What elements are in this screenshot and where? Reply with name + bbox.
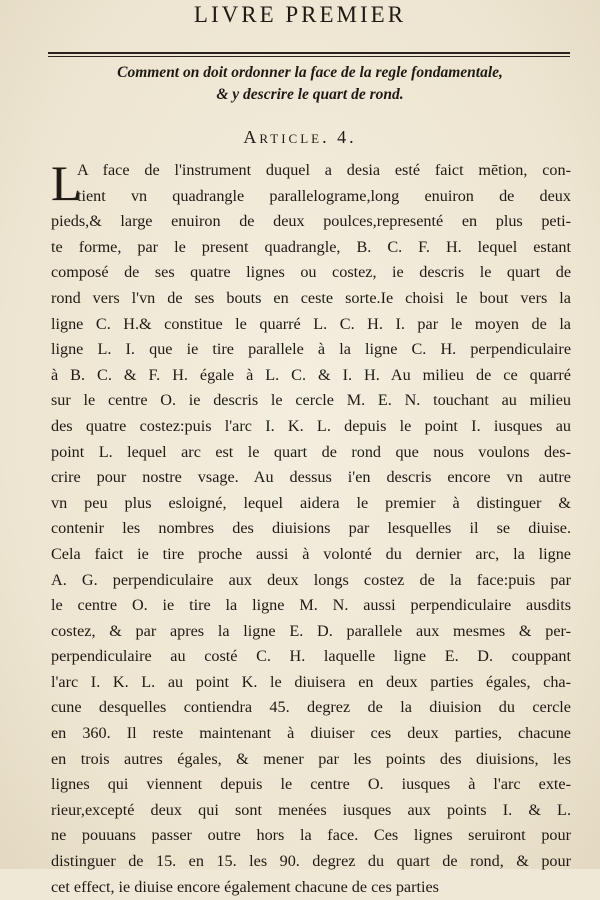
text-line: vn peu plus esloigné, lequel aidera le premier à distinguer & xyxy=(51,493,571,512)
body-paragraph xyxy=(51,155,571,900)
text-line: te forme, par le present quadrangle, B. C. F. H. lequel estant xyxy=(51,237,571,256)
drop-cap: L xyxy=(51,155,82,211)
text-line: lignes qui viennent depuis le centre O. iusques à l'arc exte- xyxy=(51,775,571,794)
text-line: pieds,& large enuiron de deux poulces,representé en plus peti- xyxy=(51,212,571,231)
header-rule-thick xyxy=(48,52,570,54)
text-line: crire pour nostre vsage. Au dessus i'en descris encore vn autre xyxy=(51,468,571,487)
header-rule-thin xyxy=(48,56,570,57)
text-line: tient vn quadrangle parallelograme,long enuiron de deux xyxy=(77,186,571,205)
text-line: composé de ses quatre lignes ou costez, ie descris le quart de xyxy=(51,263,571,282)
text-line: rond vers l'vn de ses bouts en ceste sorte.Ie choisi le bout vers la xyxy=(51,288,571,307)
text-line: à B. C. & F. H. égale à L. C. & I. H. Au milieu de ce quarré xyxy=(51,365,571,384)
text-line: ne pouuans passer outre hors la face. Ces lignes seruiront pour xyxy=(51,826,571,845)
text-line: Cela faict ie tire proche aussi à volonté du dernier arc, la ligne xyxy=(51,544,571,563)
text-line: en 360. Il reste maintenant à diuiser ces deux parties, chacune xyxy=(51,724,571,743)
text-line: point L. lequel arc est le quart de rond que nous voulons des- xyxy=(51,442,571,461)
article-heading: Article. 4. xyxy=(243,127,357,147)
text-line: perpendiculaire au costé C. H. laquelle ligne E. D. couppant xyxy=(51,647,571,666)
text-line: costez, & par apres la ligne E. D. parallele aux mesmes & per- xyxy=(51,621,571,640)
text-line: cune desquelles contiendra 45. degrez de la diuision du cercle xyxy=(51,698,571,717)
text-line: des quatre costez:puis l'arc I. K. L. depuis le point I. iusques au xyxy=(51,416,571,435)
text-line: distinguer de 15. en 15. les 90. degrez du quart de rond, & pour xyxy=(51,852,571,871)
text-line: A. G. perpendiculaire aux deux longs costez de la face:puis par xyxy=(51,570,571,589)
text-line: ligne L. I. que ie tire parallele à la ligne C. H. perpendiculaire xyxy=(51,340,571,359)
chapter-title xyxy=(60,62,560,106)
chapter-title-line-1: Comment on doit ordonner la face de la regle fondamentale, xyxy=(117,64,503,81)
text-line: A face de l'instrument duquel a desia esté faict mētion, con- xyxy=(77,161,571,179)
text-line: en trois autres égales, & mener par les points des diuisions, les xyxy=(51,749,571,768)
text-line: cet effect, ie diuise encore également chacune de ces parties xyxy=(51,877,439,896)
text-line: contenir les nombres des diuisions par lesquelles il se diuise. xyxy=(51,519,571,538)
text-line: ligne C. H.& constitue le quarré L. C. H. I. par le moyen de la xyxy=(51,314,571,333)
chapter-title-line-2: & y descrire le quart de rond. xyxy=(216,86,404,103)
text-line: rieur,excepté deux qui sont menées iusques aux points I. & L. xyxy=(51,800,571,819)
text-line: le centre O. ie tire la ligne M. N. aussi perpendiculaire ausdits xyxy=(51,596,571,615)
running-head: LIVRE PREMIER xyxy=(193,2,407,27)
text-line: sur le centre O. ie descris le cercle M. E. N. touchant au milieu xyxy=(51,391,571,410)
text-line: l'arc I. K. L. au point K. le diuisera en deux parties égales, cha- xyxy=(51,672,571,691)
